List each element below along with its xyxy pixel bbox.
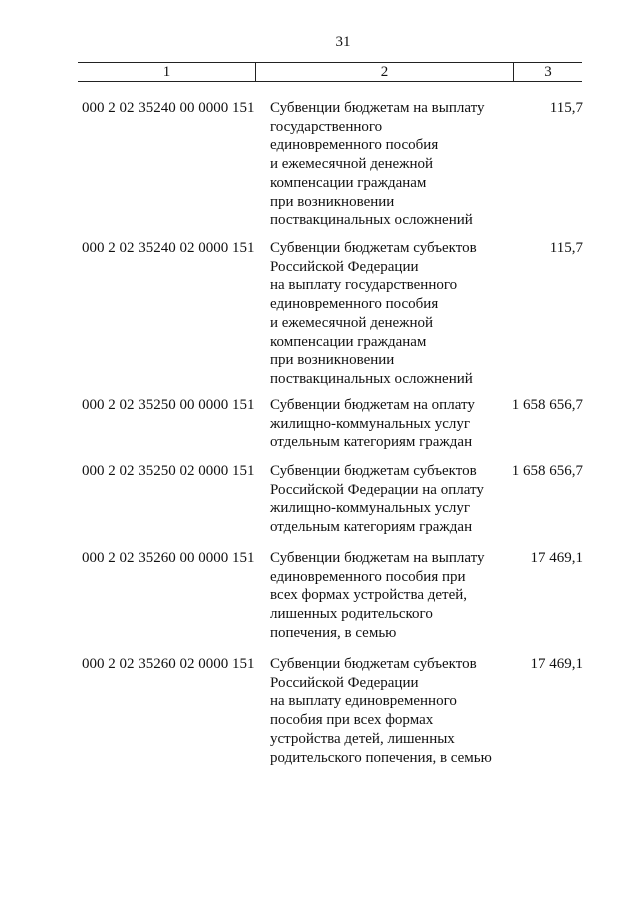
budget-code: 000 2 02 35260 02 0000 151 (82, 656, 255, 672)
page-number: 31 (335, 34, 351, 50)
description: Субвенции бюджетам на выплату единовременного пособия при всех формах устройства детей, лишенных родительского попечения, в семью (270, 550, 485, 641)
budget-code: 000 2 02 35240 00 0000 151 (82, 100, 255, 116)
amount: 115,7 (549, 240, 583, 256)
budget-code: 000 2 02 35240 02 0000 151 (82, 240, 255, 256)
table-header (78, 62, 582, 82)
budget-code: 000 2 02 35260 00 0000 151 (82, 550, 255, 566)
amount: 1 658 656,7 (511, 397, 583, 413)
description: Субвенции бюджетам на выплату государственного единовременного пособия и ежемесячной денежной компенсации гражданам при возникновении поствакцинальных осложнений (270, 100, 485, 229)
amount: 115,7 (549, 100, 583, 116)
amount: 17 469,1 (530, 656, 583, 672)
amount: 17 469,1 (530, 550, 583, 566)
column-header-3: 3 (544, 64, 552, 80)
amount: 1 658 656,7 (511, 463, 583, 479)
column-header-2: 2 (256, 63, 514, 81)
description: Субвенции бюджетам субъектов Российской Федерации на выплату государственного единовременного пособия и ежемесячной денежной компенсации гражданам при возникновении поствакцинальных осложнений (270, 240, 477, 387)
budget-code: 000 2 02 35250 00 0000 151 (82, 397, 255, 413)
description: Субвенции бюджетам субъектов Российской Федерации на оплату жилищно-коммунальных услуг отдельным категориям граждан (270, 463, 484, 536)
description: Субвенции бюджетам субъектов Российской Федерации на выплату единовременного пособия при всех формах устройства детей, лишенных родительского попечения, в семью (270, 656, 492, 766)
budget-code: 000 2 02 35250 02 0000 151 (82, 463, 255, 479)
column-header-1: 1 (78, 63, 256, 81)
description: Субвенции бюджетам на оплату жилищно-коммунальных услуг отдельным категориям граждан (270, 397, 475, 451)
